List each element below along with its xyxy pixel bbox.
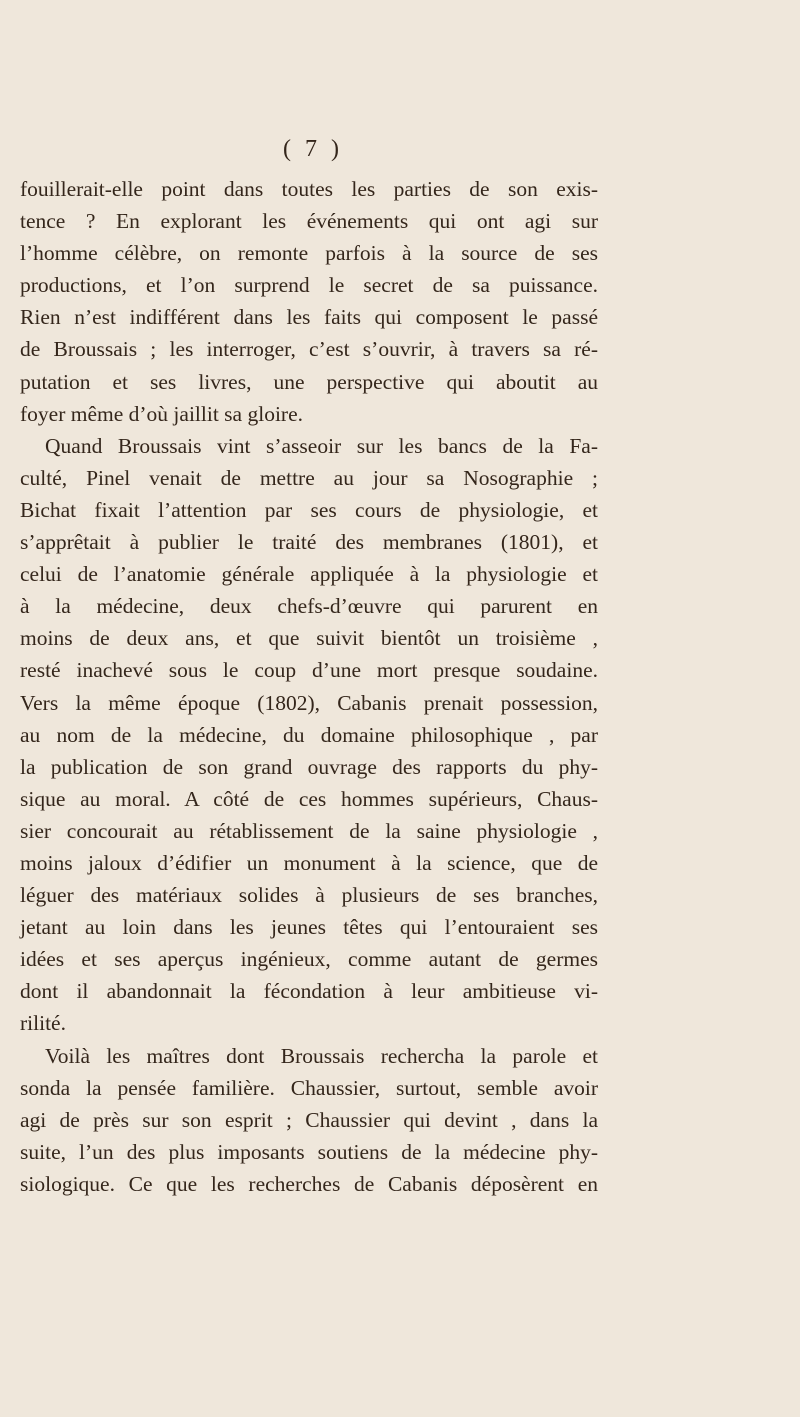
text-line: moins de deux ans, et que suivit bientôt un troisième , [20,626,598,651]
text-line: rilité. [20,1011,66,1036]
text-line: putation et ses livres, une perspective qui aboutit au [20,369,598,394]
text-line: moins jaloux d’édifier un monument à la science, que de [20,850,598,875]
text-line: agi de près sur son esprit ; Chaussier qui devint , dans la [20,1107,598,1132]
text-line: s’apprêtait à publier le traité des membranes (1801), et [20,530,598,555]
text-line: productions, et l’on surprend le secret de sa puissance. [20,273,598,298]
page-number: ( 7 ) [283,136,343,162]
text-line: fouillerait-elle point dans toutes les parties de son exis- [20,177,598,201]
text-line: celui de l’anatomie générale appliquée à la physiologie et [20,562,598,587]
text-line: au nom de la médecine, du domaine philosophique , par [20,722,598,747]
text-line: de Broussais ; les interroger, c’est s’ouvrir, à travers sa ré- [20,337,598,362]
text-line: sique au moral. A côté de ces hommes supérieurs, Chaus- [20,786,598,811]
text-line: à la médecine, deux chefs-d’œuvre qui parurent en [20,594,598,619]
text-line: jetant au loin dans les jeunes têtes qui l’entouraient ses [20,915,598,940]
text-line: foyer même d’où jaillit sa gloire. [20,401,303,426]
text-line: la publication de son grand ouvrage des rapports du phy- [20,754,598,779]
text-line: Voilà les maîtres dont Broussais rechercha la parole et [45,1043,598,1068]
text-line: culté, Pinel venait de mettre au jour sa Nosographie ; [20,465,598,490]
text-line: Quand Broussais vint s’asseoir sur les bancs de la Fa- [45,433,598,458]
text-line: sonda la pensée familière. Chaussier, surtout, semble avoir [20,1075,598,1100]
text-line: l’homme célèbre, on remonte parfois à la source de ses [20,241,598,266]
text-line: resté inachevé sous le coup d’une mort presque soudaine. [20,658,598,683]
text-line: léguer des matériaux solides à plusieurs de ses branches, [20,883,598,908]
text-line: idées et ses aperçus ingénieux, comme autant de germes [20,947,598,972]
body-text [20,173,598,1200]
text-line: suite, l’un des plus imposants soutiens de la médecine phy- [20,1139,598,1164]
text-line: Rien n’est indifférent dans les faits qui composent le passé [20,305,598,330]
text-line: tence ? En explorant les événements qui ont agi sur [20,209,598,234]
text-line: Bichat fixait l’attention par ses cours de physiologie, et [20,497,598,522]
text-line: sier concourait au rétablissement de la saine physiologie , [20,818,598,843]
text-line: Vers la même époque (1802), Cabanis prenait possession, [20,690,598,715]
text-line: dont il abandonnait la fécondation à leur ambitieuse vi- [20,979,598,1004]
text-line: siologique. Ce que les recherches de Cabanis déposèrent en [20,1171,598,1196]
